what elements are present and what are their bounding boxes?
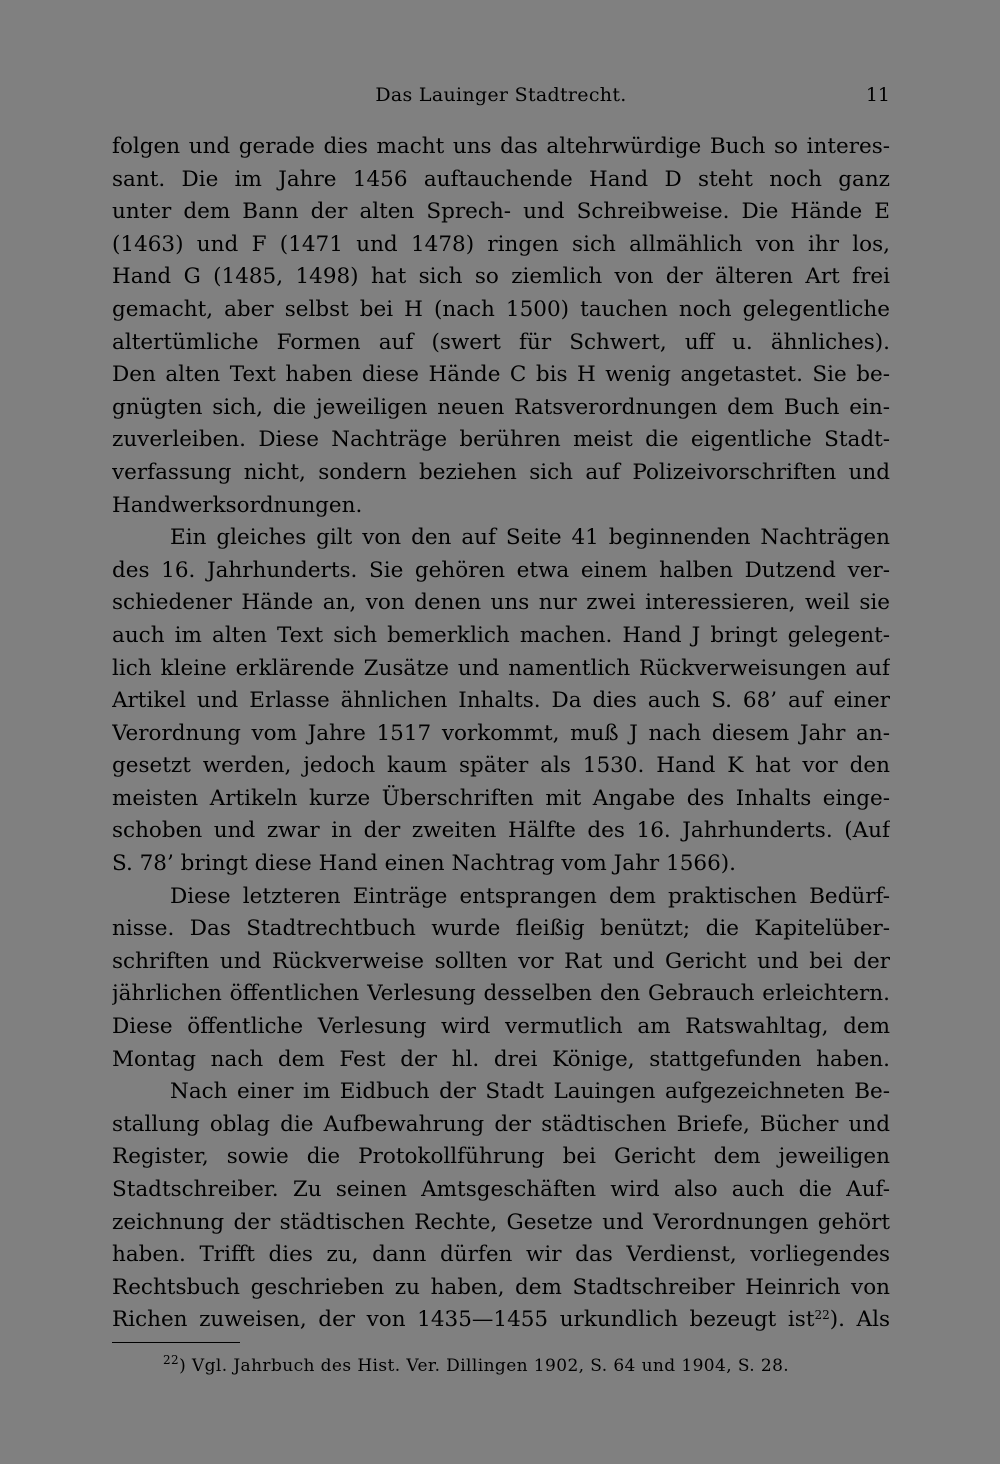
text-line-content: Diese öffentliche Verlesung wird vermutlich am Ratswahltag, dem xyxy=(112,1014,890,1040)
text-line-content: zuverleiben. Diese Nachträge berühren meist die eigentliche Stadt- xyxy=(112,427,890,453)
footnote-text: ) Vgl. Jahrbuch des Hist. Ver. Dillingen 1902, S. 64 und 1904, S. 28. xyxy=(179,1356,790,1376)
text-line xyxy=(112,261,890,294)
text-line-content: schoben und zwar in der zweiten Hälfte des 16. Jahrhunderts. (Auf xyxy=(112,818,890,844)
text-line-content: unter dem Bann der alten Sprech- und Schreibweise. Die Hände E xyxy=(112,199,890,225)
text-line-content: sant. Die im Jahre 1456 auftauchende Hand D steht noch ganz xyxy=(112,166,890,192)
text-line xyxy=(112,131,890,164)
text-line-content: zeichnung der städtischen Rechte, Gesetze und Verordnungen gehört xyxy=(112,1209,890,1235)
text-line-content: gemacht, aber selbst bei H (nach 1500) tauchen noch gelegentliche xyxy=(112,296,890,322)
text-line-content: altertümliche Formen auf (swert für Schwert, uff u. ähnliches). xyxy=(112,329,890,355)
text-line xyxy=(112,718,890,751)
text-line xyxy=(112,685,890,718)
text-line xyxy=(112,1044,890,1077)
text-line xyxy=(112,1207,890,1240)
text-line-content: Verordnung vom Jahre 1517 vorkommt, muß J nach diesem Jahr an- xyxy=(112,720,890,746)
text-line-content: (1463) und F (1471 und 1478) ringen sich allmählich von ihr los, xyxy=(112,231,890,257)
text-line xyxy=(112,783,890,816)
running-title: Das Lauinger Stadtrecht. xyxy=(375,84,627,106)
text-line-content: Register, sowie die Protokollführung bei Gericht dem jeweiligen xyxy=(112,1144,890,1170)
text-line xyxy=(112,946,890,979)
text-line-content: haben. Trifft dies zu, dann dürfen wir das Verdienst, vorliegendes xyxy=(112,1242,890,1268)
text-line xyxy=(112,196,890,229)
text-line-content: gesetzt werden, jedoch kaum später als 1530. Hand K hat vor den xyxy=(112,753,890,779)
text-line-content: gnügten sich, die jeweiligen neuen Ratsverordnungen dem Buch ein- xyxy=(112,394,890,420)
text-line-tail: ). Als xyxy=(829,1307,890,1333)
text-line xyxy=(112,978,890,1011)
text-line-content: Den alten Text haben diese Hände C bis H wenig angetastet. Sie be- xyxy=(112,362,890,388)
text-line xyxy=(112,750,890,783)
text-line xyxy=(112,1109,890,1142)
text-line-content: Artikel und Erlasse ähnlichen Inhalts. Da dies auch S. 68’ auf einer xyxy=(112,688,890,714)
text-line-content: verfassung nicht, sondern beziehen sich auf Polizeivorschriften und xyxy=(112,459,890,485)
text-line-content: Montag nach dem Fest der hl. drei Könige, stattgefunden haben. xyxy=(112,1046,890,1072)
text-line xyxy=(112,815,890,848)
text-line-content: Richen zuweisen, der von 1435—1455 urkundlich bezeugt ist xyxy=(112,1307,815,1333)
text-line-content: schiedener Hände an, von denen uns nur zwei interessieren, weil sie xyxy=(112,590,890,616)
text-line xyxy=(112,392,890,425)
page-number: 11 xyxy=(865,84,890,106)
text-line-content: meisten Artikeln kurze Überschriften mit Angabe des Inhalts einge- xyxy=(112,785,890,811)
text-line xyxy=(112,229,890,262)
text-line xyxy=(112,1239,890,1272)
text-line xyxy=(112,1272,890,1305)
text-line xyxy=(112,327,890,360)
text-line xyxy=(112,522,890,555)
text-line xyxy=(112,359,890,392)
text-line-content: lich kleine erklärende Zusätze und namentlich Rückverweisungen auf xyxy=(112,655,890,681)
text-line-content: Nach einer im Eidbuch der Stadt Lauingen aufgezeichneten Be- xyxy=(170,1079,890,1105)
footnote-marker: 22 xyxy=(163,1353,180,1367)
text-line xyxy=(112,294,890,327)
text-line-content: stallung oblag die Aufbewahrung der städtischen Briefe, Bücher und xyxy=(112,1111,890,1137)
text-line xyxy=(112,620,890,653)
text-line-content: folgen und gerade dies macht uns das altehrwürdige Buch so interes- xyxy=(112,134,890,159)
text-line xyxy=(112,1304,890,1337)
text-line xyxy=(112,457,890,490)
text-line-content: schriften und Rückverweise sollten vor Rat und Gericht und bei der xyxy=(112,948,890,974)
text-line xyxy=(112,1076,890,1109)
text-line xyxy=(112,848,890,881)
text-line xyxy=(112,913,890,946)
text-line-content: auch im alten Text sich bemerklich machen. Hand J bringt gelegent- xyxy=(112,622,890,648)
text-line-content: Diese letzteren Einträge entsprangen dem praktischen Bedürf- xyxy=(170,883,890,909)
footnote-reference: 22 xyxy=(814,1308,830,1323)
text-line-content: Handwerksordnungen. xyxy=(112,492,363,518)
text-line xyxy=(112,490,890,523)
text-line-content: Ein gleiches gilt von den auf Seite 41 beginnenden Nachträgen xyxy=(170,525,890,551)
text-line xyxy=(112,164,890,197)
text-line-content: S. 78’ bringt diese Hand einen Nachtrag vom Jahr 1566). xyxy=(112,851,736,877)
text-line-content: Stadtschreiber. Zu seinen Amtsgeschäften wird also auch die Auf- xyxy=(112,1177,890,1202)
footnote xyxy=(163,1352,890,1380)
running-head xyxy=(112,80,890,110)
text-line xyxy=(112,1011,890,1044)
body-text xyxy=(112,131,890,1337)
footnote-rule xyxy=(112,1342,240,1343)
text-line xyxy=(112,555,890,588)
text-line xyxy=(112,1141,890,1174)
text-line xyxy=(112,881,890,914)
text-line-content: nisse. Das Stadtrechtbuch wurde fleißig benützt; die Kapitelüber- xyxy=(112,916,890,942)
text-line xyxy=(112,587,890,620)
text-line xyxy=(112,1174,890,1207)
text-line-content: Rechtsbuch geschrieben zu haben, dem Stadtschreiber Heinrich von xyxy=(112,1274,890,1300)
text-line xyxy=(112,424,890,457)
text-line xyxy=(112,653,890,686)
text-line-content: des 16. Jahrhunderts. Sie gehören etwa einem halben Dutzend ver- xyxy=(112,557,890,583)
text-line-content: jährlichen öffentlichen Verlesung desselben den Gebrauch erleichtern. xyxy=(112,981,890,1007)
text-line-content: Hand G (1485, 1498) hat sich so ziemlich von der älteren Art frei xyxy=(112,264,890,290)
